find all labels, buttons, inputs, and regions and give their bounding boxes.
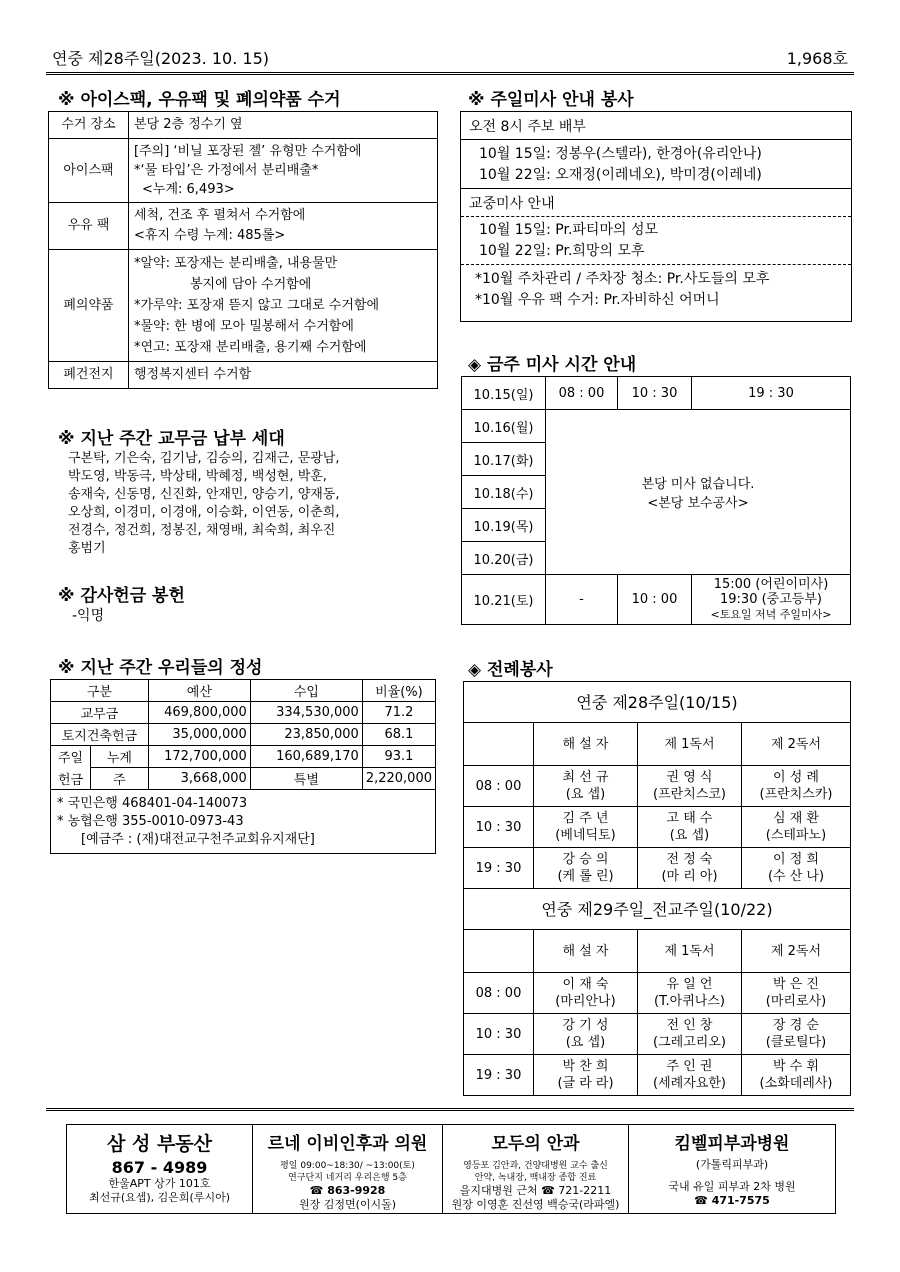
liturgy-time: 10 : 30 (464, 807, 534, 848)
ad-line: 국내 유일 피부과 2차 병원 (668, 1180, 796, 1193)
mass-time: 10 : 30 (618, 377, 692, 410)
fin-cell: 주일 (51, 746, 91, 768)
reader: (요 셉) (565, 1035, 606, 1050)
dues-line: 박도영, 박동극, 박상태, 박혜정, 백성현, 박훈, (68, 469, 327, 484)
mass-time: 10 : 00 (618, 575, 692, 625)
ad-name: 르네 이비인후과 의원 (267, 1134, 428, 1154)
reader: (마리안나) (555, 994, 616, 1009)
reader: 고 태 수 (666, 811, 713, 826)
dues-line: 전경수, 정건희, 정봉진, 채영배, 최숙희, 최우진 (68, 523, 336, 538)
mass-day: 10.15(일) (462, 377, 546, 410)
dues-line: 오상희, 이경미, 이경애, 이승화, 이연동, 이춘희, (68, 505, 340, 520)
fin-cell: 93.1 (362, 746, 435, 768)
fin-header: 예산 (148, 680, 250, 702)
reader: 박 수 휘 (773, 1059, 819, 1074)
fin-cell: 2,220,000 (362, 768, 435, 790)
header-divider (46, 72, 854, 75)
reader: 심 재 환 (773, 811, 819, 826)
service-title: ※ 주일미사 안내 봉사 (468, 90, 634, 110)
liturgy-table (463, 681, 851, 1096)
bank-line: * 국민은행 468401-04-140073 (57, 795, 248, 811)
fin-cell: 누계 (91, 746, 149, 768)
mass-time: 08 : 00 (546, 377, 618, 410)
med-label: 폐의약품 (49, 250, 129, 362)
med-line: *연고: 포장재 분리배출, 용기째 수거함에 (134, 340, 367, 355)
finance-table (50, 679, 436, 854)
liturgy-col: 해 설 자 (534, 723, 638, 766)
reader: (소화데레사) (759, 1076, 833, 1091)
reader: 김 주 년 (562, 811, 609, 826)
mass-none: 본당 미사 없습니다. (641, 477, 755, 492)
fin-header: 구분 (51, 680, 149, 702)
ad-ent-clinic (253, 1125, 443, 1213)
service-line: 10월 22일: Pr.희망의 모후 (479, 243, 645, 259)
fin-cell: 334,530,000 (250, 702, 362, 724)
liturgy-time: 19 : 30 (464, 1055, 534, 1096)
ice-line: <누계: 6,493> (142, 182, 235, 197)
liturgy-col: 제 2독서 (742, 930, 851, 973)
mass-day: 10.21(토) (462, 575, 546, 625)
reader: 박 찬 희 (562, 1059, 609, 1074)
ad-skin-clinic (629, 1125, 835, 1213)
mass-time: 19 : 30 (692, 377, 851, 410)
liturgy-col: 해 설 자 (534, 930, 638, 973)
fin-cell: 토지건축헌금 (51, 724, 149, 746)
reader: 전 인 창 (666, 1018, 713, 1033)
service-sub: 오전 8시 주보 배부 (461, 112, 851, 140)
ad-line: (가톨릭피부과) (695, 1158, 769, 1171)
fin-cell: 교무금 (51, 702, 149, 724)
finance-title: ※ 지난 주간 우리들의 정성 (58, 658, 263, 678)
fin-cell: 71.2 (362, 702, 435, 724)
mass-table (461, 376, 851, 625)
recycle-table (48, 111, 438, 389)
service-line: 10월 15일: 정봉우(스텔라), 한경아(유리안나) (479, 146, 762, 162)
fin-cell: 특별 (250, 768, 362, 790)
fin-cell: 68.1 (362, 724, 435, 746)
ad-line: 평일 09:00~18:30/ ~13:00(토) (280, 1161, 415, 1171)
place-label: 수거 장소 (49, 112, 129, 139)
reader: (요 셉) (565, 787, 606, 802)
ad-line: 한울APT 상가 101호 (108, 1177, 211, 1190)
reader: 이 성 례 (773, 770, 819, 785)
mass-day: 10.19(목) (462, 509, 546, 542)
mass-time: 15:00 (어린이미사) (713, 577, 829, 592)
reader: 유 일 언 (666, 977, 713, 992)
fin-cell: 172,700,000 (148, 746, 250, 768)
bank-holder: [예금주 : (재)대전교구천주교회유지재단] (81, 831, 315, 847)
place-value: 본당 2층 정수기 옆 (129, 112, 438, 139)
ad-name: 킴벨피부과병원 (674, 1134, 790, 1154)
reader: 박 은 진 (773, 977, 819, 992)
service-line: *10월 주차관리 / 주차장 청소: Pr.사도들의 모후 (475, 271, 770, 287)
issue-number: 1,968호 (786, 49, 848, 68)
fin-cell: 3,668,000 (148, 768, 250, 790)
liturgy-col: 제 2독서 (742, 723, 851, 766)
dues-names (68, 450, 418, 558)
fin-cell: 주 (91, 768, 149, 790)
reader: (베네딕토) (555, 828, 616, 843)
battery-value: 행정복지센터 수거함 (129, 362, 438, 389)
fin-header: 수입 (250, 680, 362, 702)
dues-line: 구본탁, 기은숙, 김기남, 김승의, 김재근, 문광남, (68, 451, 340, 466)
mass-none-note: <본당 보수공사> (647, 496, 749, 511)
ad-phone: ☎ 863-9928 (309, 1184, 386, 1197)
recycle-title: ※ 아이스팩, 우유팩 및 폐의약품 수거 (58, 90, 341, 110)
reader: 강 기 성 (562, 1018, 609, 1033)
liturgy-col: 제 1독서 (638, 723, 742, 766)
service-line: 10월 15일: Pr.파티마의 성모 (479, 222, 659, 238)
ad-line: 최선규(요셉), 김은희(루시아) (88, 1191, 231, 1204)
reader: (케 롤 린) (557, 869, 614, 884)
fin-cell: 헌금 (51, 768, 91, 790)
reader: (마리로사) (765, 994, 827, 1009)
ad-line: 연구단지 네거리 우리은행 5층 (288, 1173, 407, 1183)
reader: (요 셉) (669, 828, 710, 843)
fin-cell: 469,800,000 (148, 702, 250, 724)
ad-line: 안약, 녹내장, 백내장 종합 진료 (474, 1173, 597, 1183)
ice-line: [주의] ‘비닐 포장된 젤’ 유형만 수거함에 (134, 144, 362, 159)
reader: (세례자요한) (653, 1076, 726, 1091)
service-line: *10월 우유 팩 수거: Pr.자비하신 어머니 (475, 292, 720, 308)
liturgy-time: 08 : 00 (464, 973, 534, 1014)
reader: 이 재 숙 (562, 977, 609, 992)
liturgy-week: 연중 제28주일(10/15) (464, 682, 851, 723)
dues-line: 송재숙, 신동명, 신진화, 안재민, 양승기, 양재동, (68, 487, 340, 502)
reader: (그레고리오) (653, 1035, 726, 1050)
reader: 강 승 의 (562, 852, 609, 867)
med-line: *가루약: 포장재 뜯지 않고 그대로 수거함에 (134, 298, 380, 313)
mass-title: ◈ 금주 미사 시간 안내 (468, 355, 637, 375)
liturgy-time: 08 : 00 (464, 766, 534, 807)
med-line: 봉지에 담아 수거함에 (190, 277, 312, 292)
service-line: 10월 22일: 오재정(이레네오), 박미경(이레네) (479, 167, 762, 183)
reader: (프란치스카) (759, 787, 833, 802)
liturgy-time: 10 : 30 (464, 1014, 534, 1055)
reader: 장 경 순 (773, 1018, 819, 1033)
liturgy-week: 연중 제29주일_전교주일(10/22) (464, 889, 851, 930)
ad-phone: ☎ 471-7575 (694, 1194, 770, 1207)
footer-divider (46, 1108, 854, 1111)
thanks-value: -익명 (72, 608, 105, 624)
reader: (프란치스코) (653, 787, 726, 802)
ad-realestate (67, 1125, 253, 1213)
issue-date: 연중 제28주일(2023. 10. 15) (52, 49, 269, 68)
ad-name: 모두의 안과 (491, 1134, 580, 1154)
reader: (스테파노) (765, 828, 827, 843)
ad-line: 원장 김정면(이시돌) (298, 1198, 397, 1211)
mass-time: 19:30 (중고등부) (720, 592, 822, 607)
mass-day: 10.20(금) (462, 542, 546, 575)
ad-eye-clinic (443, 1125, 629, 1213)
mass-note: <토요일 저녁 주일미사> (710, 608, 832, 621)
liturgy-col: 제 1독서 (638, 930, 742, 973)
milk-line: 세척, 건조 후 펼쳐서 수거함에 (134, 208, 306, 223)
reader: (마 리 아) (661, 869, 718, 884)
bank-line: * 농협은행 355-0010-0973-43 (57, 813, 244, 829)
reader: (클로틸다) (765, 1035, 827, 1050)
reader: 권 영 식 (666, 770, 713, 785)
mass-day: 10.17(화) (462, 443, 546, 476)
reader: 최 선 규 (562, 770, 609, 785)
ad-phone: 867 - 4989 (111, 1158, 208, 1177)
milk-line: <휴지 수령 누계: 485롤> (134, 228, 286, 243)
service-sub: 교중미사 안내 (461, 189, 851, 217)
reader: (T.아퀴나스) (654, 994, 725, 1009)
mass-day: 10.16(월) (462, 410, 546, 443)
reader: (글 라 라) (557, 1076, 614, 1091)
mass-time: - (546, 575, 618, 625)
reader: 전 정 숙 (666, 852, 713, 867)
ad-line: 영등포 김안과, 건양대병원 교수 출신 (463, 1161, 608, 1171)
battery-label: 폐건전지 (49, 362, 129, 389)
ice-label: 아이스팩 (49, 139, 129, 203)
fin-cell: 160,689,170 (250, 746, 362, 768)
milk-label: 우유 팩 (49, 203, 129, 250)
reader: 주 인 권 (666, 1059, 713, 1074)
fin-cell: 35,000,000 (148, 724, 250, 746)
reader: 이 정 희 (773, 852, 819, 867)
thanks-title: ※ 감사헌금 봉헌 (58, 586, 185, 606)
med-line: *알약: 포장재는 분리배출, 내용물만 (134, 256, 338, 271)
fin-cell: 23,850,000 (250, 724, 362, 746)
ad-line: 을지대병원 근처 ☎ 721-2211 (459, 1184, 612, 1197)
ads-bar (66, 1124, 836, 1214)
ad-name: 삼 성 부동산 (107, 1133, 212, 1155)
ad-line: 원장 이영훈 진선영 백승국(라파엘) (451, 1198, 620, 1211)
dues-title: ※ 지난 주간 교무금 납부 세대 (58, 429, 285, 449)
dues-line: 홍범기 (68, 541, 106, 556)
service-box (460, 111, 852, 322)
liturgy-title: ◈ 전례봉사 (468, 660, 553, 680)
mass-day: 10.18(수) (462, 476, 546, 509)
liturgy-time: 19 : 30 (464, 848, 534, 889)
ice-line: *‘물 타입’은 가정에서 분리배출* (134, 163, 319, 178)
fin-header: 비율(%) (362, 680, 435, 702)
med-line: *물약: 한 병에 모아 밀봉해서 수거함에 (134, 319, 354, 334)
reader: (수 산 나) (767, 869, 825, 884)
